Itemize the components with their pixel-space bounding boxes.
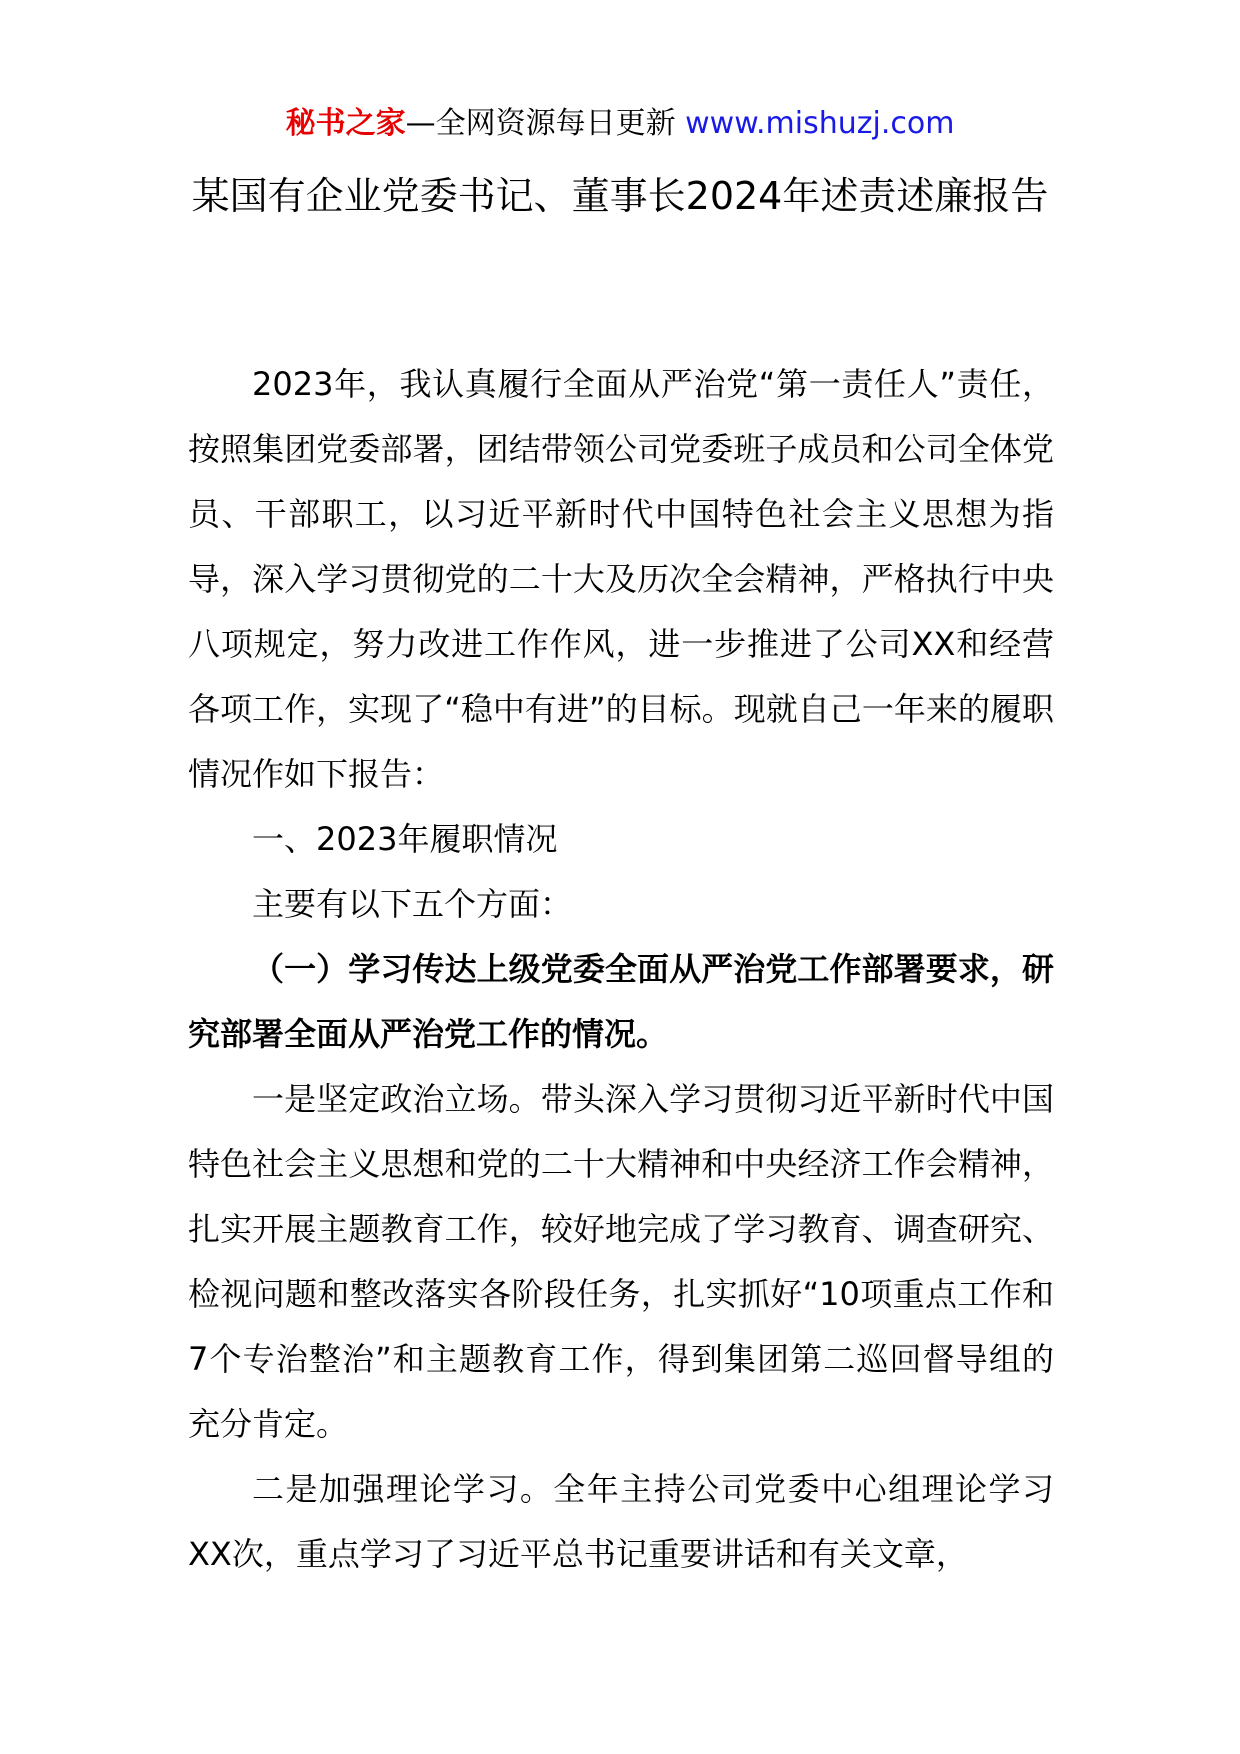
site-brand: 秘书之家 — [285, 106, 406, 141]
intro-paragraph: 2023年，我认真履行全面从严治党“第一责任人”责任，按照集团党委部署，团结带领公司党委班子成员和公司全体党员、干部职工，以习近平新时代中国特色社会主义思想为指导，深入学习贯彻党的二十大及历次全会精神，严格执行中央八项规定，努力改进工作作风，进一步推进了公司XX和经营各项工作，实现了“稳中有进”的目标。现就自己一年来的履职情况作如下报告： — [188, 365, 1054, 793]
site-slogan: —全网资源每日更新 — [405, 106, 676, 141]
body-paragraph: 二是加强理论学习。全年主持公司党委中心组理论学习XX次，重点学习了习近平总书记重要讲话和有关文章， — [188, 1470, 1054, 1573]
document-title: 某国有企业党委书记、董事长2024年述责述廉报告 — [191, 174, 1049, 218]
site-header — [0, 102, 1240, 146]
subsection-heading: （一）学习传达上级党委全面从严治党工作部署要求，研究部署全面从严治党工作的情况。 — [188, 950, 1054, 1053]
site-url-link[interactable]: www.mishuzj.com — [685, 106, 955, 141]
section-heading: 一、2023年履职情况 — [252, 820, 558, 858]
body-paragraph: 一是坚定政治立场。带头深入学习贯彻习近平新时代中国特色社会主义思想和党的二十大精神和中央经济工作会精神，扎实开展主题教育工作，较好地完成了学习教育、调查研究、检视问题和整改落实各阶段任务，扎实抓好“10项重点工作和7个专治整治”和主题教育工作，得到集团第二巡回督导组的充分肯定。 — [188, 1080, 1054, 1443]
section-summary: 主要有以下五个方面： — [252, 885, 573, 923]
document-body — [188, 352, 1054, 1587]
